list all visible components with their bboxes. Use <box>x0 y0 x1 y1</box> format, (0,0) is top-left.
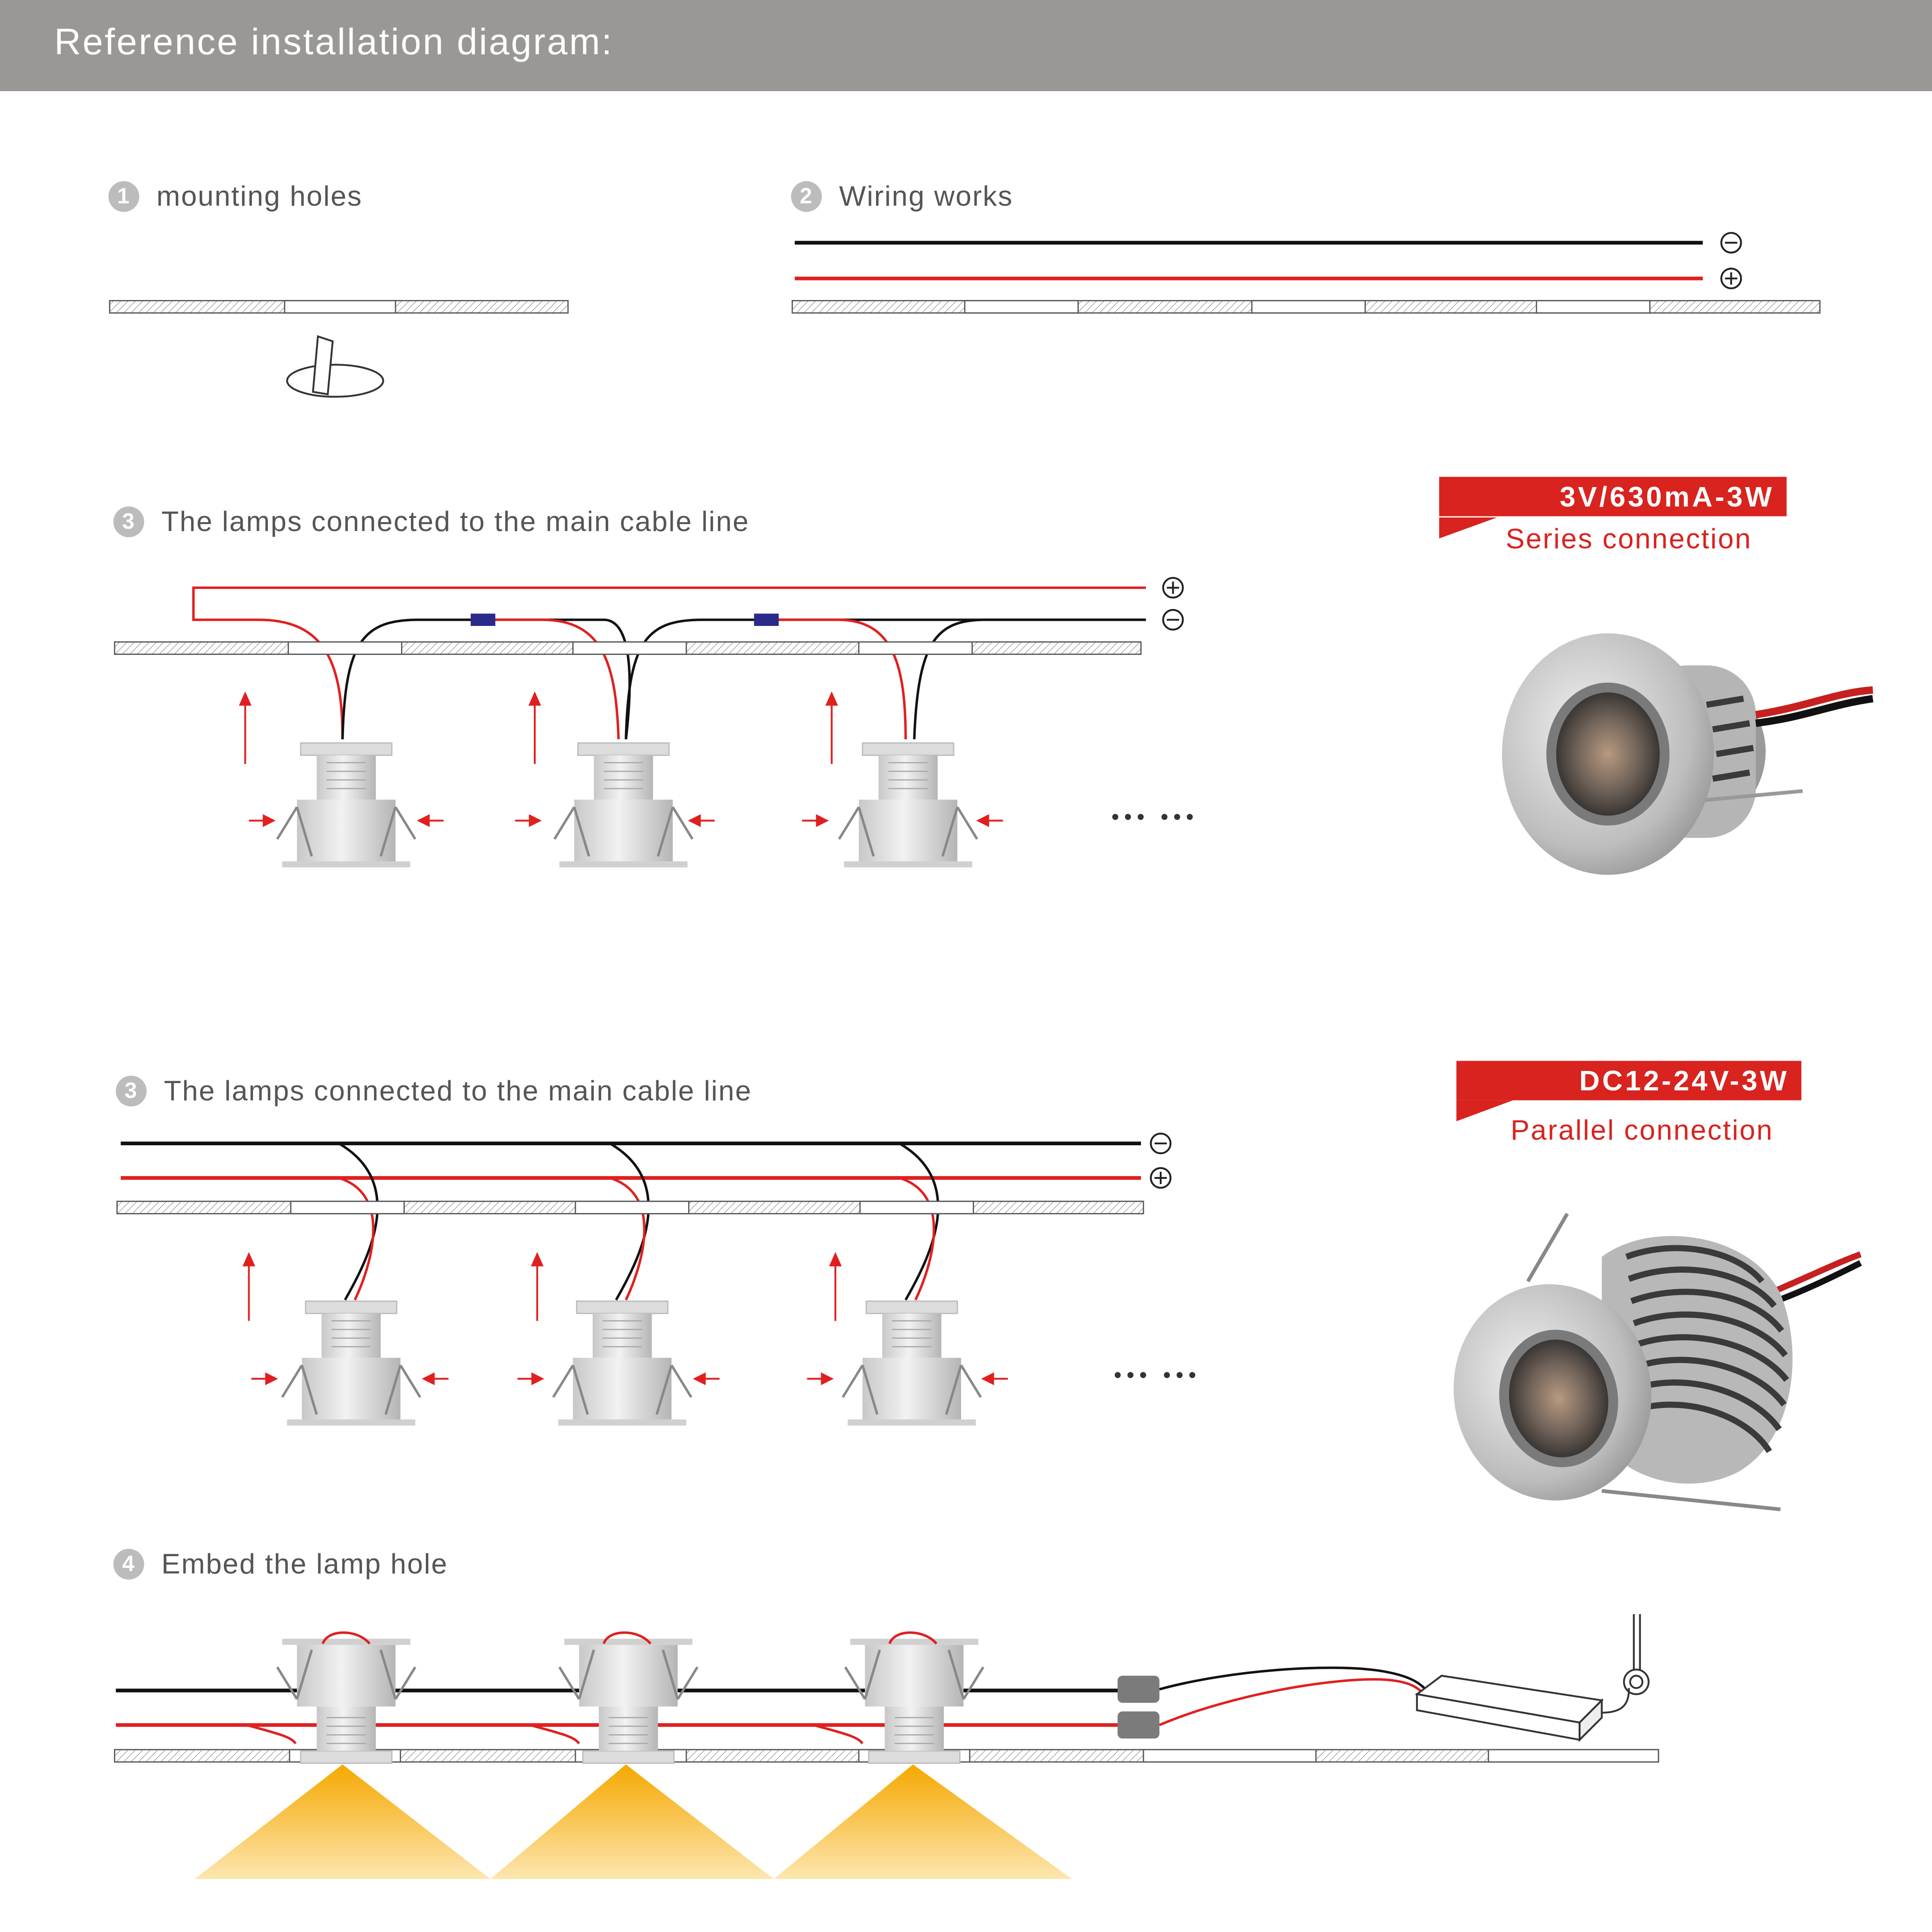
step-number-badge: 2 <box>791 181 822 212</box>
panel-wiring-works <box>792 233 1820 313</box>
step-number-badge: 3 <box>113 506 144 537</box>
parallel-rating-tag: DC12-24V-3W <box>1457 1061 1802 1100</box>
step-label: The lamps connected to the main cable line <box>164 1074 752 1106</box>
wire-connector-icon <box>1118 1676 1160 1703</box>
panel-series-wiring <box>115 578 1199 867</box>
hole-saw-icon <box>313 337 333 395</box>
series-connection-label: Series connection <box>1505 522 1752 555</box>
step-number-badge: 4 <box>113 1549 144 1580</box>
power-plug-icon <box>1624 1614 1649 1694</box>
parallel-connection-label: Parallel connection <box>1510 1113 1774 1146</box>
step-label: Wiring works <box>839 180 1013 212</box>
step-label: mounting holes <box>156 180 363 212</box>
step-number-badge: 1 <box>108 181 139 212</box>
step-number-badge: 3 <box>116 1076 147 1106</box>
light-beam <box>194 1765 490 1879</box>
panel-mounting-holes <box>110 301 568 397</box>
page-title: Reference installation diagram: <box>54 22 614 63</box>
led-spotlight-product-photo <box>1436 1214 1860 1516</box>
series-rating-tag: 3V/630mA-3W <box>1439 477 1787 516</box>
wire-connector-icon <box>471 614 496 626</box>
continuation-dots: ••• ••• <box>1113 1363 1201 1388</box>
light-beam <box>774 1765 1072 1879</box>
wire-connector-icon <box>1118 1711 1160 1738</box>
step-label: The lamps connected to the main cable line <box>161 505 750 538</box>
led-spotlight-product-photo <box>1502 633 1873 875</box>
light-beam <box>490 1765 774 1879</box>
panel-parallel-wiring <box>117 1134 1201 1426</box>
led-driver-icon <box>1417 1676 1602 1740</box>
step-label: Embed the lamp hole <box>161 1547 448 1580</box>
wire-connector-icon <box>754 614 779 626</box>
panel-embed-lamp-hole <box>115 1614 1659 1879</box>
continuation-dots: ••• ••• <box>1111 804 1199 830</box>
